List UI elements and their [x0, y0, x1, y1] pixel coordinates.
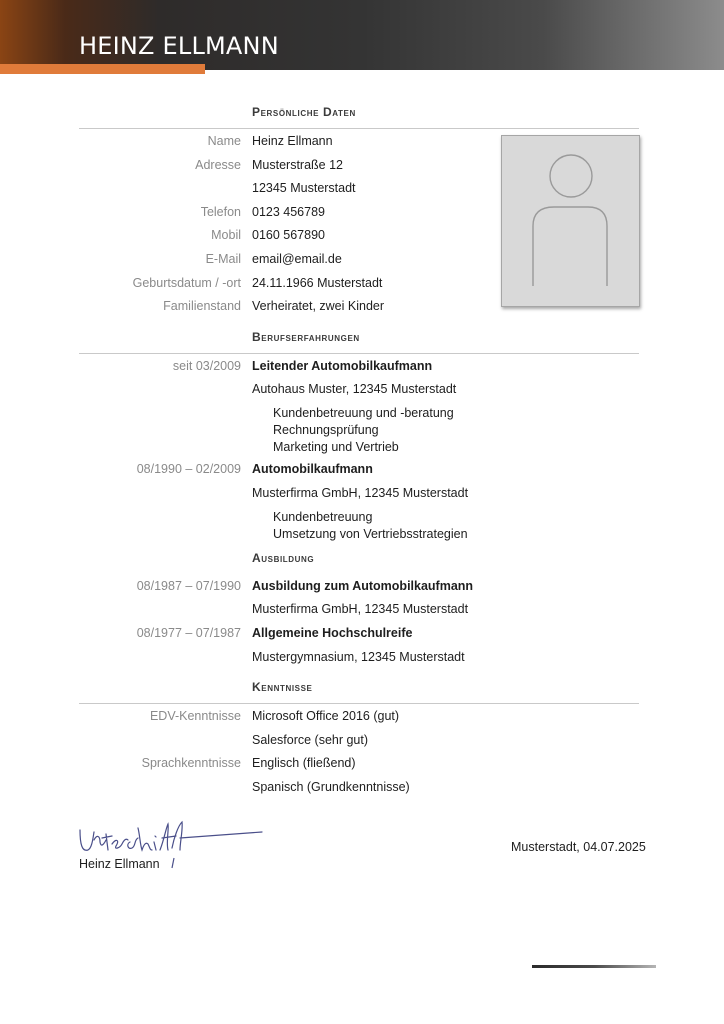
- list-item: Rechnungsprüfung: [273, 423, 379, 437]
- list-item: Marketing und Vertrieb: [273, 440, 399, 454]
- field-label: E-Mail: [205, 252, 241, 266]
- period-label: 08/1977 – 07/1987: [136, 626, 241, 640]
- section-rule: [79, 128, 639, 129]
- field-label: Mobil: [211, 228, 241, 242]
- field-label: Name: [207, 134, 241, 148]
- task-list: [273, 405, 454, 456]
- degree-title: Allgemeine Hochschulreife: [252, 626, 413, 640]
- field-value: 24.11.1966 Musterstadt: [252, 276, 383, 290]
- field-label: Telefon: [200, 205, 241, 219]
- section-rule: [79, 703, 639, 704]
- field-value: Verheiratet, zwei Kinder: [252, 299, 385, 313]
- experience-row: [0, 359, 724, 379]
- field-value: Heinz Ellmann: [252, 134, 333, 148]
- experience-row: [0, 382, 724, 402]
- list-item: Kundenbetreuung und -beratung: [273, 406, 454, 420]
- skills-row: [0, 709, 724, 729]
- institution-name: Mustergymnasium, 12345 Musterstadt: [252, 650, 465, 664]
- field-value: Englisch (fließend): [252, 756, 356, 770]
- company-name: Musterfirma GmbH, 12345 Musterstadt: [252, 486, 469, 500]
- education-row: [0, 579, 724, 599]
- field-label: Geburtsdatum / -ort: [132, 276, 241, 290]
- field-value: email@email.de: [252, 252, 342, 266]
- experience-row: [0, 462, 724, 482]
- period-label: 08/1990 – 02/2009: [136, 462, 241, 476]
- signature-name: Heinz Ellmann: [79, 857, 160, 871]
- task-list: [273, 509, 468, 543]
- section-title-skills: Kenntnisse: [252, 680, 313, 694]
- field-value: Microsoft Office 2016 (gut): [252, 709, 400, 723]
- section-title-education: Ausbildung: [252, 551, 315, 565]
- field-value: 0123 456789: [252, 205, 325, 219]
- period-label: 08/1987 – 07/1990: [136, 579, 241, 593]
- period-label: seit 03/2009: [172, 359, 241, 373]
- education-row: [0, 650, 724, 670]
- profile-photo: [501, 135, 640, 307]
- field-label: EDV-Kenntnisse: [149, 709, 241, 723]
- job-title: Automobilkaufmann: [252, 462, 373, 476]
- field-value: Musterstraße 12: [252, 158, 344, 172]
- field-value: Spanisch (Grundkenntnisse): [252, 780, 410, 794]
- field-label: Sprachkenntnisse: [141, 756, 241, 770]
- field-value: 12345 Musterstadt: [252, 181, 356, 195]
- header-banner: [0, 0, 724, 70]
- job-title: Leitender Automobilkaufmann: [252, 359, 433, 373]
- field-label: Familienstand: [163, 299, 241, 313]
- footer-accent-bar: [532, 965, 656, 968]
- skills-row: [0, 756, 724, 776]
- header-accent-bar: [0, 64, 205, 74]
- field-label: Adresse: [195, 158, 241, 172]
- person-silhouette-icon: [502, 136, 639, 306]
- education-row: [0, 602, 724, 622]
- field-value: Salesforce (sehr gut): [252, 733, 369, 747]
- signature-place-date: Musterstadt, 04.07.2025: [511, 840, 646, 854]
- section-title-personal: Persönliche Daten: [252, 105, 356, 119]
- list-item: Kundenbetreuung: [273, 510, 373, 524]
- institution-name: Musterfirma GmbH, 12345 Musterstadt: [252, 602, 469, 616]
- field-value: 0160 567890: [252, 228, 325, 242]
- page-title: HEINZ ELLMANN: [79, 32, 279, 60]
- degree-title: Ausbildung zum Automobilkaufmann: [252, 579, 474, 593]
- experience-row: [0, 486, 724, 506]
- list-item: Umsetzung von Vertriebsstrategien: [273, 527, 468, 541]
- skills-row: [0, 780, 724, 800]
- section-title-experience: Berufserfahrungen: [252, 330, 360, 344]
- skills-row: [0, 733, 724, 753]
- education-row: [0, 626, 724, 646]
- section-rule: [79, 353, 639, 354]
- company-name: Autohaus Muster, 12345 Musterstadt: [252, 382, 457, 396]
